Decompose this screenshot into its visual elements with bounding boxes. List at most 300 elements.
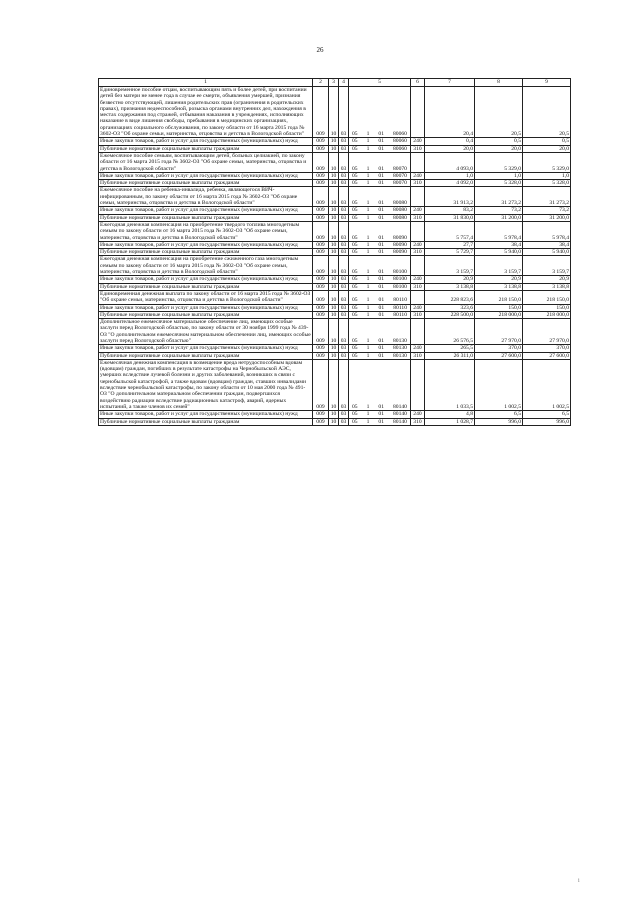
row-cs-part: 1: [366, 180, 370, 187]
row-pr: 03: [339, 180, 349, 187]
row-ved: 009: [313, 87, 329, 138]
row-value-col7: 26 576,5: [425, 319, 475, 345]
row-cs-part: 05: [352, 165, 358, 172]
row-cs-part: 1: [366, 403, 370, 410]
row-cs-part: 1: [366, 207, 370, 214]
row-cs-part: 05: [352, 234, 358, 241]
table-row: [99, 187, 571, 207]
row-rz: 10: [329, 311, 339, 318]
row-cs: [349, 283, 411, 290]
row-cs-part: 05: [352, 304, 358, 311]
row-ved: 009: [313, 256, 329, 276]
row-cs: [349, 172, 411, 179]
row-cs-part: 05: [352, 283, 358, 290]
row-value-col8: 31 200,0: [475, 214, 523, 221]
row-cs-part: 80070: [392, 180, 407, 187]
row-ved: 009: [313, 241, 329, 248]
row-cs-part: 01: [378, 345, 384, 352]
row-vr: 310: [411, 352, 425, 359]
row-value-col7: 3 138,8: [425, 283, 475, 290]
row-rz: 10: [329, 138, 339, 145]
row-name: Публичные нормативные социальные выплаты гражданам: [99, 283, 313, 290]
row-cs-code: [350, 297, 409, 303]
table-row: [99, 256, 571, 276]
row-cs-code: [350, 249, 409, 255]
row-cs-part: 01: [378, 249, 384, 256]
row-pr: 03: [339, 187, 349, 207]
row-value-col8: 20,9: [475, 276, 523, 283]
row-name: Иные закупки товаров, работ и услуг для государственных (муниципальных) нужд: [99, 207, 313, 214]
row-vr: 240: [411, 345, 425, 352]
row-value-col9: 20,5: [523, 87, 571, 138]
row-cs-code: [350, 235, 409, 241]
row-ved: 009: [313, 138, 329, 145]
row-value-col9: 1,0: [523, 172, 571, 179]
row-cs-part: 05: [352, 269, 358, 276]
row-vr: 310: [411, 145, 425, 152]
row-cs: [349, 187, 411, 207]
row-rz: 10: [329, 256, 339, 276]
row-value-col7: 31 913,2: [425, 187, 475, 207]
row-cs-part: 05: [352, 145, 358, 152]
table-row: [99, 152, 571, 172]
row-value-col7: 4 092,0: [425, 180, 475, 187]
row-cs-part: 05: [352, 418, 358, 425]
row-value-col7: 20,0: [425, 145, 475, 152]
row-rz: 10: [329, 345, 339, 352]
row-cs-part: 80100: [392, 276, 407, 283]
row-name: Публичные нормативные социальные выплаты гражданам: [99, 418, 313, 425]
row-ved: 009: [313, 152, 329, 172]
row-cs-part: 1: [366, 304, 370, 311]
row-pr: 03: [339, 256, 349, 276]
row-pr: 03: [339, 138, 349, 145]
row-cs-part: 1: [366, 131, 370, 138]
row-cs-part: 80070: [392, 172, 407, 179]
row-value-col7: 4,8: [425, 411, 475, 418]
row-value-col9: 5 328,0: [523, 180, 571, 187]
row-cs-code: [350, 180, 409, 186]
row-value-col7: 5 757,4: [425, 221, 475, 241]
row-cs-part: 05: [352, 311, 358, 318]
row-ved: 009: [313, 283, 329, 290]
row-pr: 03: [339, 214, 349, 221]
row-cs: [349, 214, 411, 221]
row-rz: 10: [329, 319, 339, 345]
row-cs: [349, 311, 411, 318]
row-cs-part: 01: [378, 200, 384, 207]
row-vr: 240: [411, 138, 425, 145]
row-rz: 10: [329, 207, 339, 214]
row-ved: 009: [313, 352, 329, 359]
row-cs-part: 1: [366, 214, 370, 221]
row-cs-part: 80100: [392, 283, 407, 290]
row-cs-part: 1: [366, 234, 370, 241]
row-cs-part: 80060: [392, 145, 407, 152]
row-cs-part: 1: [366, 311, 370, 318]
row-value-col8: 5 940,0: [475, 249, 523, 256]
row-value-col7: 3 159,7: [425, 256, 475, 276]
row-rz: 10: [329, 290, 339, 304]
row-vr: 310: [411, 311, 425, 318]
row-pr: 03: [339, 221, 349, 241]
row-name: Иные закупки товаров, работ и услуг для государственных (муниципальных) нужд: [99, 345, 313, 352]
row-name: Ежегодная денежная компенсация на приобретение твердого топлива многодетным семьям по закону области от 16 марта 2015 года № 3602-ОЗ "Об охране семьи, материнства, отцовства и детства в Вологодской области": [99, 221, 313, 241]
row-cs-part: 01: [378, 214, 384, 221]
table-row: [99, 418, 571, 425]
row-name: Иные закупки товаров, работ и услуг для государственных (муниципальных) нужд: [99, 276, 313, 283]
row-cs-part: 05: [352, 207, 358, 214]
row-cs: [349, 276, 411, 283]
row-vr: 310: [411, 249, 425, 256]
table-row: [99, 283, 571, 290]
row-cs-part: 80080: [392, 207, 407, 214]
row-cs-part: 01: [378, 138, 384, 145]
row-value-col8: 218 150,0: [475, 290, 523, 304]
row-cs: [349, 145, 411, 152]
budget-table: [98, 78, 571, 426]
row-cs-part: 05: [352, 138, 358, 145]
row-cs-part: 05: [352, 241, 358, 248]
row-value-col8: 3 138,8: [475, 283, 523, 290]
row-cs-code: [350, 411, 409, 417]
row-cs-part: 80080: [392, 214, 407, 221]
row-cs-part: 1: [366, 297, 370, 304]
row-name: Публичные нормативные социальные выплаты гражданам: [99, 352, 313, 359]
header-cell: 6: [411, 79, 425, 87]
row-cs-part: 05: [352, 403, 358, 410]
row-cs-part: 01: [378, 165, 384, 172]
row-rz: 10: [329, 221, 339, 241]
row-cs-part: 80130: [392, 345, 407, 352]
table-row: [99, 359, 571, 410]
row-name: Публичные нормативные социальные выплаты гражданам: [99, 145, 313, 152]
row-value-col9: 5 329,0: [523, 152, 571, 172]
row-cs: [349, 180, 411, 187]
row-cs-part: 1: [366, 283, 370, 290]
row-ved: 009: [313, 290, 329, 304]
row-cs-code: [350, 166, 409, 172]
row-value-col9: 31 273,2: [523, 187, 571, 207]
row-value-col9: 6,5: [523, 411, 571, 418]
row-cs-part: 80090: [392, 249, 407, 256]
row-cs-code: [350, 200, 409, 206]
row-value-col8: 996,0: [475, 418, 523, 425]
row-cs-part: 1: [366, 138, 370, 145]
row-value-col8: 31 273,2: [475, 187, 523, 207]
row-value-col9: 0,5: [523, 138, 571, 145]
row-cs-part: 01: [378, 234, 384, 241]
row-value-col8: 20,5: [475, 87, 523, 138]
table-row: [99, 214, 571, 221]
row-cs: [349, 304, 411, 311]
table-row: [99, 180, 571, 187]
row-value-col8: 218 000,0: [475, 311, 523, 318]
header-cell: 8: [475, 79, 523, 87]
row-value-col8: 3 159,7: [475, 256, 523, 276]
table-row: [99, 276, 571, 283]
row-cs: [349, 256, 411, 276]
row-cs-part: 1: [366, 411, 370, 418]
row-ved: 009: [313, 221, 329, 241]
row-cs-part: 01: [378, 352, 384, 359]
row-rz: 10: [329, 214, 339, 221]
row-cs-part: 01: [378, 297, 385, 304]
row-cs-part: 01: [378, 311, 385, 318]
row-ved: 009: [313, 187, 329, 207]
page-number: 26: [316, 46, 324, 54]
row-vr: [411, 187, 425, 207]
row-value-col7: 31 830,0: [425, 214, 475, 221]
row-cs-part: 1: [366, 345, 370, 352]
header-cell: 4: [339, 79, 349, 87]
row-value-col7: 228 500,0: [425, 311, 475, 318]
row-value-col8: 0,5: [475, 138, 523, 145]
row-vr: 240: [411, 207, 425, 214]
table-row: [99, 145, 571, 152]
row-rz: 10: [329, 418, 339, 425]
row-value-col9: 218 150,0: [523, 290, 571, 304]
row-pr: 03: [339, 207, 349, 214]
row-pr: 03: [339, 311, 349, 318]
row-cs-part: 01: [378, 276, 384, 283]
row-value-col8: 5 329,0: [475, 152, 523, 172]
row-cs-part: 01: [378, 207, 384, 214]
row-value-col7: 4 093,0: [425, 152, 475, 172]
row-value-col7: 27,7: [425, 241, 475, 248]
row-cs-code: [350, 338, 409, 344]
row-rz: 10: [329, 180, 339, 187]
row-rz: 10: [329, 276, 339, 283]
row-ved: 009: [313, 207, 329, 214]
row-cs-part: 01: [378, 172, 384, 179]
table-header-row: [99, 79, 571, 87]
row-cs-part: 80060: [392, 131, 407, 138]
row-value-col8: 150,0: [475, 304, 523, 311]
row-name: Публичные нормативные социальные выплаты гражданам: [99, 180, 313, 187]
row-name: Иные закупки товаров, работ и услуг для государственных (муниципальных) нужд: [99, 138, 313, 145]
row-cs: [349, 152, 411, 172]
row-ved: 009: [313, 214, 329, 221]
row-cs-part: 80100: [392, 269, 407, 276]
row-ved: 009: [313, 345, 329, 352]
row-rz: 10: [329, 187, 339, 207]
row-cs-part: 80140: [392, 418, 407, 425]
row-pr: 03: [339, 172, 349, 179]
row-value-col7: 1 028,7: [425, 418, 475, 425]
row-cs: [349, 352, 411, 359]
row-pr: 03: [339, 411, 349, 418]
row-cs-part: 1: [366, 200, 370, 207]
row-pr: 03: [339, 418, 349, 425]
row-vr: 310: [411, 418, 425, 425]
row-value-col7: 228 823,6: [425, 290, 475, 304]
row-pr: 03: [339, 290, 349, 304]
row-cs: [349, 138, 411, 145]
row-value-col9: 3 159,7: [523, 256, 571, 276]
row-value-col9: 3 138,8: [523, 283, 571, 290]
row-cs-part: 80130: [392, 352, 407, 359]
row-name: Иные закупки товаров, работ и услуг для государственных (муниципальных) нужд: [99, 411, 313, 418]
row-cs-part: 05: [352, 200, 358, 207]
row-value-col7: 83,2: [425, 207, 475, 214]
table-row: [99, 311, 571, 318]
row-value-col7: 20,4: [425, 87, 475, 138]
row-cs: [349, 359, 411, 410]
row-cs: [349, 411, 411, 418]
row-value-col8: 370,0: [475, 345, 523, 352]
row-value-col7: 0,4: [425, 138, 475, 145]
row-cs-part: 01: [378, 145, 384, 152]
row-cs-code: [350, 284, 409, 290]
row-cs-part: 1: [366, 172, 370, 179]
row-cs-part: 1: [366, 352, 370, 359]
row-ved: 009: [313, 304, 329, 311]
row-cs-part: 1: [366, 337, 370, 344]
row-vr: 240: [411, 276, 425, 283]
row-vr: [411, 221, 425, 241]
row-value-col8: 5 328,0: [475, 180, 523, 187]
row-rz: 10: [329, 152, 339, 172]
row-vr: [411, 359, 425, 410]
row-name: Ежемесячное пособие на ребенка-инвалида, ребенка, являющегося ВИЧ-инфицированным, по закону области от 16 марта 2015 года № 3602-ОЗ "Об охране семьи, материнства, отцовства и детства в Вологодской области": [99, 187, 313, 207]
scan-mark: i: [578, 878, 580, 884]
row-name: Публичные нормативные социальные выплаты гражданам: [99, 311, 313, 318]
row-cs-part: 1: [366, 276, 370, 283]
row-rz: 10: [329, 352, 339, 359]
row-cs-part: 01: [378, 283, 384, 290]
row-cs-part: 01: [378, 403, 384, 410]
row-cs-part: 1: [366, 269, 370, 276]
row-cs: [349, 290, 411, 304]
row-value-col8: 73,2: [475, 207, 523, 214]
row-cs-part: 80060: [392, 138, 407, 145]
row-vr: [411, 152, 425, 172]
row-value-col9: 27 600,0: [523, 352, 571, 359]
row-cs-part: 01: [378, 131, 384, 138]
row-cs-part: 01: [378, 304, 385, 311]
row-cs-code: [350, 131, 409, 137]
row-name: Иные закупки товаров, работ и услуг для государственных (муниципальных) нужд: [99, 304, 313, 311]
row-value-col8: 20,0: [475, 145, 523, 152]
table-row: [99, 345, 571, 352]
row-ved: 009: [313, 311, 329, 318]
row-rz: 10: [329, 283, 339, 290]
table-row: [99, 172, 571, 179]
row-rz: 10: [329, 359, 339, 410]
row-value-col8: 6,5: [475, 411, 523, 418]
row-cs-part: 80080: [392, 200, 407, 207]
table-row: [99, 352, 571, 359]
row-value-col8: 27 600,0: [475, 352, 523, 359]
row-cs-code: [350, 276, 409, 282]
row-cs-part: 80110: [393, 304, 407, 311]
row-cs-part: 1: [366, 165, 370, 172]
row-name: Иные закупки товаров, работ и услуг для государственных (муниципальных) нужд: [99, 172, 313, 179]
header-cell: 2: [313, 79, 329, 87]
row-cs-part: 80140: [392, 403, 407, 410]
row-ved: 009: [313, 249, 329, 256]
row-name: Ежегодная денежная компенсация на приобретение сжиженного газа многодетным семьям по закону области от 16 марта 2015 года № 3602-ОЗ "Об охране семьи, материнства, отцовства и детства в Вологодской области": [99, 256, 313, 276]
row-cs: [349, 418, 411, 425]
row-pr: 03: [339, 319, 349, 345]
row-value-col7: 26 311,0: [425, 352, 475, 359]
row-cs-part: 1: [366, 145, 370, 152]
row-cs-part: 80130: [392, 337, 407, 344]
row-cs-part: 1: [366, 418, 370, 425]
row-cs-part: 80110: [393, 311, 407, 318]
row-cs-code: [350, 305, 409, 311]
row-cs-part: 05: [352, 214, 358, 221]
row-value-col9: 150,0: [523, 304, 571, 311]
row-pr: 03: [339, 241, 349, 248]
row-cs-part: 05: [352, 297, 358, 304]
row-value-col9: 31 200,0: [523, 214, 571, 221]
row-cs-part: 05: [352, 337, 358, 344]
row-pr: 03: [339, 249, 349, 256]
row-value-col9: 370,0: [523, 345, 571, 352]
row-cs-part: 01: [378, 411, 384, 418]
row-name: Ежемесячное пособие семьям, воспитывающим детей, больных целиакией, по закону области от 16 марта 2015 года № 3602-ОЗ "Об охране семьи, материнства, отцовства и детства в Вологодской области": [99, 152, 313, 172]
row-ved: 009: [313, 172, 329, 179]
table-row: [99, 319, 571, 345]
row-cs: [349, 241, 411, 248]
row-cs-code: [350, 353, 409, 359]
row-value-col9: 20,0: [523, 145, 571, 152]
row-cs-part: 01: [378, 180, 384, 187]
row-cs-part: 05: [352, 180, 358, 187]
row-pr: 03: [339, 276, 349, 283]
table-row: [99, 241, 571, 248]
row-vr: 310: [411, 180, 425, 187]
row-pr: 03: [339, 145, 349, 152]
row-cs-code: [350, 242, 409, 248]
row-pr: 03: [339, 304, 349, 311]
row-cs-part: 05: [352, 411, 358, 418]
table-row: [99, 411, 571, 418]
row-value-col9: 1 002,5: [523, 359, 571, 410]
row-vr: [411, 290, 425, 304]
row-cs-code: [350, 138, 409, 144]
table-row: [99, 304, 571, 311]
row-cs-code: [350, 404, 409, 410]
row-pr: 03: [339, 152, 349, 172]
row-vr: 240: [411, 411, 425, 418]
row-cs-part: 80110: [393, 297, 407, 304]
row-pr: 03: [339, 87, 349, 138]
row-cs-code: [350, 215, 409, 221]
row-value-col9: 5 978,4: [523, 221, 571, 241]
row-cs-code: [350, 269, 409, 275]
row-cs-part: 1: [366, 241, 370, 248]
row-cs-part: 80090: [392, 241, 407, 248]
row-cs-part: 05: [352, 131, 358, 138]
row-cs-part: 01: [378, 241, 384, 248]
row-name: Единовременная денежная выплата по закону области от 16 марта 2015 года № 3602-ОЗ "Об охране семьи, материнства, отцовства и детства в Вологодской области": [99, 290, 313, 304]
row-cs-code: [350, 146, 409, 152]
row-ved: 009: [313, 359, 329, 410]
row-pr: 03: [339, 359, 349, 410]
row-value-col7: 265,5: [425, 345, 475, 352]
table-row: [99, 138, 571, 145]
row-cs-part: 05: [352, 249, 358, 256]
row-vr: [411, 256, 425, 276]
row-cs: [349, 87, 411, 138]
row-cs: [349, 221, 411, 241]
row-vr: [411, 319, 425, 345]
row-value-col9: 20,9: [523, 276, 571, 283]
row-rz: 10: [329, 411, 339, 418]
